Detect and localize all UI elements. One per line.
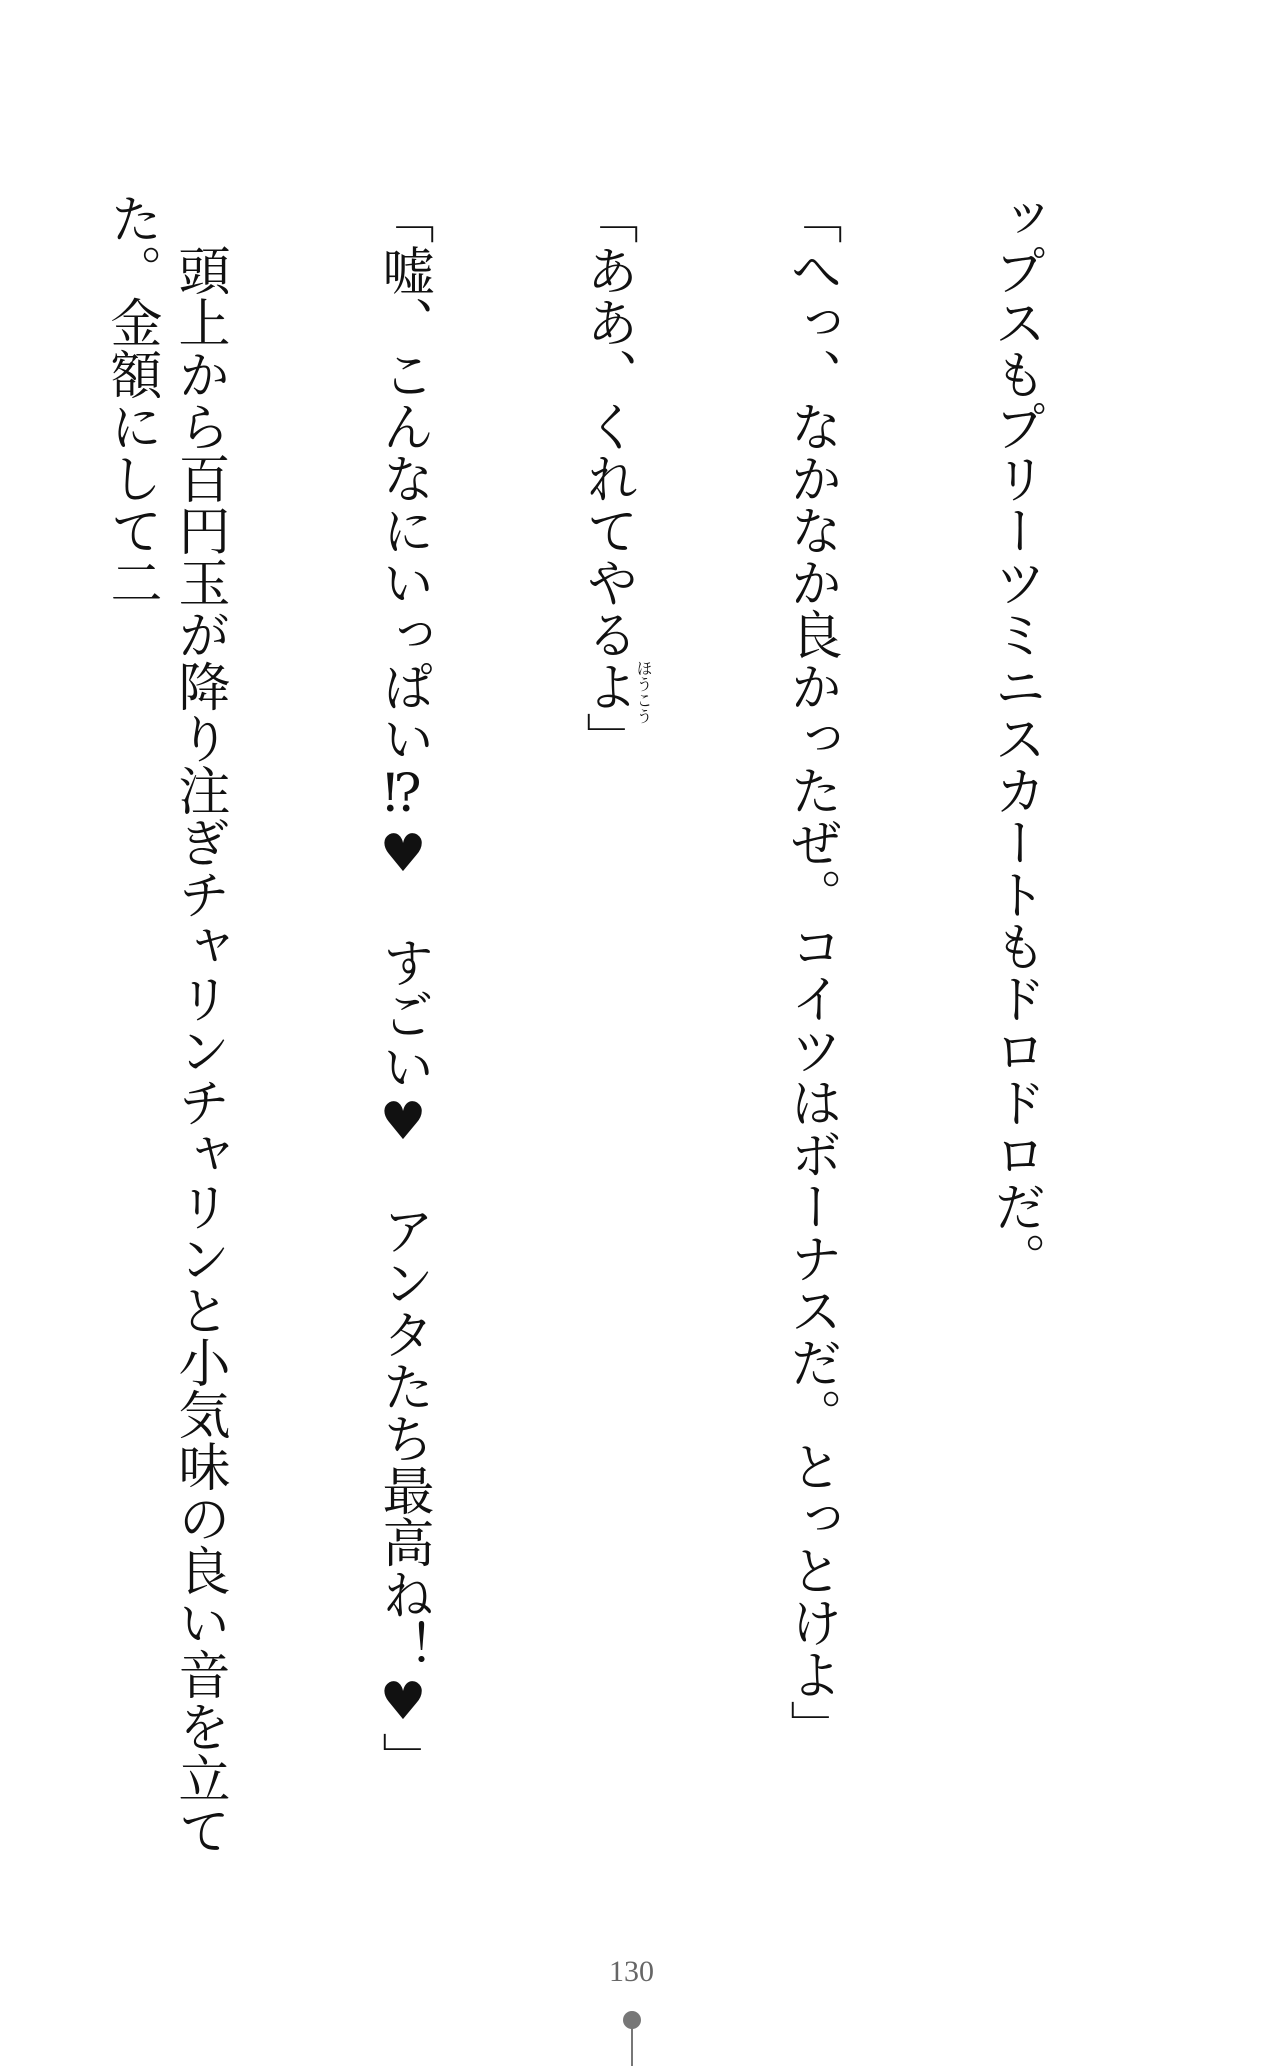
text-line: 「へっ、なかなか良かったぜ。コイツはボーナスだ。とっとけよ」 — [781, 192, 841, 1752]
page-number: 130 — [609, 1955, 654, 1988]
vertical-text-body — [0, 192, 1185, 1892]
text-line: 頭上から百円玉が降り注ぎチャリンチャリンと小気味の良い音を立てた。金額にして二 — [101, 192, 229, 1856]
page-marker-line — [631, 2027, 633, 2066]
text-line: 「ああ、くれてやるよ」 — [577, 192, 637, 764]
text-line: ップスもプリーツミニスカートもドロドロだ。 — [985, 192, 1045, 1284]
ruby-annotation: ほうこう — [634, 660, 653, 724]
text-line: 「嘘、こんなにいっぱい⁉♥ すごい♥ アンタたち最高ね！♥」 — [373, 192, 433, 1784]
